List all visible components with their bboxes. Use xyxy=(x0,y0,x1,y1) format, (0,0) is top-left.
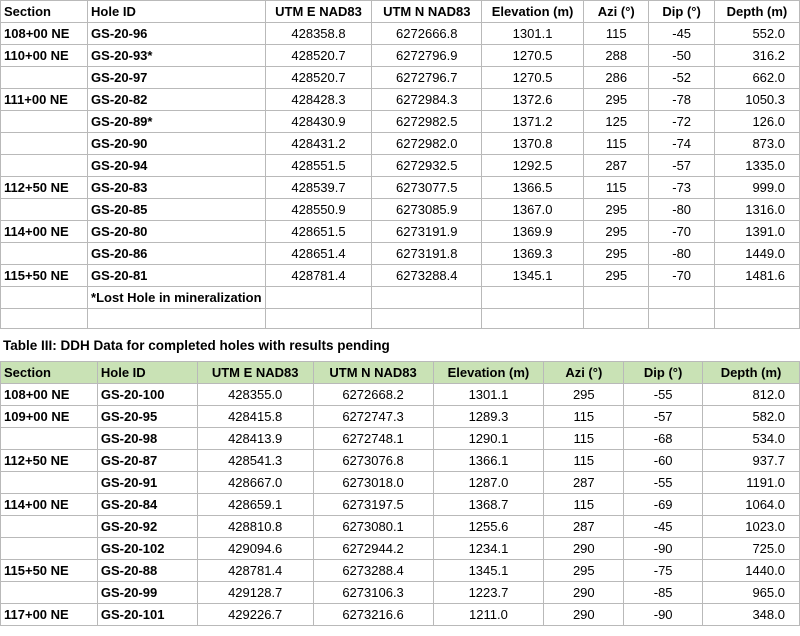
cell-elevation: 1372.6 xyxy=(482,89,584,111)
cell-dip: -69 xyxy=(624,494,703,516)
cell-utm-e: 428651.4 xyxy=(265,243,372,265)
cell-utm-n: 6272982.5 xyxy=(372,111,482,133)
cell-depth: 1191.0 xyxy=(703,472,800,494)
table-row xyxy=(1,428,800,450)
empty-cell xyxy=(482,309,584,329)
cell-depth: 316.2 xyxy=(714,45,799,67)
cell-utm-n: 6273077.5 xyxy=(372,177,482,199)
cell-dip: -55 xyxy=(624,472,703,494)
cell-dip: -74 xyxy=(649,133,714,155)
column-header-utm-e: UTM E NAD83 xyxy=(197,362,313,384)
header-row xyxy=(1,1,800,23)
cell-utm-n: 6272747.3 xyxy=(313,406,433,428)
cell-hole-id: GS-20-84 xyxy=(97,494,197,516)
table-row xyxy=(1,265,800,287)
empty-cell xyxy=(372,309,482,329)
cell-utm-e: 428667.0 xyxy=(197,472,313,494)
column-header-elevation: Elevation (m) xyxy=(433,362,544,384)
cell-hole-id: GS-20-90 xyxy=(88,133,265,155)
cell-elevation: 1287.0 xyxy=(433,472,544,494)
cell-elevation: 1223.7 xyxy=(433,582,544,604)
cell-hole-id: GS-20-94 xyxy=(88,155,265,177)
table-row xyxy=(1,89,800,111)
cell-section xyxy=(1,472,98,494)
table-row xyxy=(1,45,800,67)
cell-section xyxy=(1,582,98,604)
cell-azimuth: 295 xyxy=(584,89,649,111)
cell-depth: 534.0 xyxy=(703,428,800,450)
table-row xyxy=(1,155,800,177)
cell-azimuth: 295 xyxy=(584,265,649,287)
cell-dip: -72 xyxy=(649,111,714,133)
cell-utm-e: 428430.9 xyxy=(265,111,372,133)
cell-elevation: 1345.1 xyxy=(433,560,544,582)
cell-section: 112+50 NE xyxy=(1,177,88,199)
cell-elevation: 1369.9 xyxy=(482,221,584,243)
cell-section xyxy=(1,133,88,155)
cell-azimuth: 287 xyxy=(544,516,624,538)
cell-azimuth: 295 xyxy=(544,560,624,582)
cell-hole-id: GS-20-96 xyxy=(88,23,265,45)
table-row xyxy=(1,494,800,516)
table-row xyxy=(1,516,800,538)
table-title: Table III: DDH Data for completed holes with results pending xyxy=(3,338,390,353)
cell-dip: -80 xyxy=(649,243,714,265)
cell-utm-n: 6272748.1 xyxy=(313,428,433,450)
column-header-utm-e: UTM E NAD83 xyxy=(265,1,372,23)
empty-cell xyxy=(372,287,482,309)
cell-section: 114+00 NE xyxy=(1,221,88,243)
cell-depth: 126.0 xyxy=(714,111,799,133)
cell-dip: -90 xyxy=(624,538,703,560)
cell-section xyxy=(1,428,98,450)
cell-elevation: 1369.3 xyxy=(482,243,584,265)
cell-utm-n: 6273288.4 xyxy=(313,560,433,582)
cell-depth: 1481.6 xyxy=(714,265,799,287)
cell-dip: -50 xyxy=(649,45,714,67)
cell-utm-e: 429128.7 xyxy=(197,582,313,604)
column-header-elevation: Elevation (m) xyxy=(482,1,584,23)
cell-section: 108+00 NE xyxy=(1,23,88,45)
cell-azimuth: 287 xyxy=(584,155,649,177)
cell-elevation: 1301.1 xyxy=(433,384,544,406)
table-row xyxy=(1,450,800,472)
cell-hole-id: GS-20-100 xyxy=(97,384,197,406)
empty-cell xyxy=(714,287,799,309)
table-row xyxy=(1,177,800,199)
cell-depth: 1391.0 xyxy=(714,221,799,243)
column-header-azimuth: Azi (°) xyxy=(584,1,649,23)
table-row xyxy=(1,538,800,560)
cell-utm-e: 428520.7 xyxy=(265,45,372,67)
cell-utm-e: 428415.8 xyxy=(197,406,313,428)
cell-hole-id: GS-20-86 xyxy=(88,243,265,265)
cell-hole-id: GS-20-99 xyxy=(97,582,197,604)
table-row xyxy=(1,406,800,428)
cell-elevation: 1270.5 xyxy=(482,67,584,89)
cell-utm-n: 6272944.2 xyxy=(313,538,433,560)
cell-section: 111+00 NE xyxy=(1,89,88,111)
cell-utm-e: 428651.5 xyxy=(265,221,372,243)
cell-azimuth: 288 xyxy=(584,45,649,67)
cell-utm-n: 6273085.9 xyxy=(372,199,482,221)
column-header-hole-id: Hole ID xyxy=(97,362,197,384)
cell-depth: 348.0 xyxy=(703,604,800,626)
column-header-utm-n: UTM N NAD83 xyxy=(313,362,433,384)
cell-utm-e: 428659.1 xyxy=(197,494,313,516)
cell-section xyxy=(1,67,88,89)
cell-azimuth: 295 xyxy=(584,199,649,221)
cell-hole-id: GS-20-102 xyxy=(97,538,197,560)
cell-utm-e: 428428.3 xyxy=(265,89,372,111)
cell-hole-id: GS-20-89* xyxy=(88,111,265,133)
empty-cell xyxy=(88,309,265,329)
cell-dip: -90 xyxy=(624,604,703,626)
cell-depth: 812.0 xyxy=(703,384,800,406)
cell-depth: 1449.0 xyxy=(714,243,799,265)
cell-dip: -78 xyxy=(649,89,714,111)
cell-dip: -73 xyxy=(649,177,714,199)
cell-dip: -60 xyxy=(624,450,703,472)
footnote-row xyxy=(1,287,800,309)
cell-dip: -55 xyxy=(624,384,703,406)
cell-elevation: 1234.1 xyxy=(433,538,544,560)
cell-azimuth: 290 xyxy=(544,604,624,626)
cell-section xyxy=(1,199,88,221)
empty-cell xyxy=(265,309,372,329)
cell-depth: 1064.0 xyxy=(703,494,800,516)
cell-dip: -52 xyxy=(649,67,714,89)
cell-utm-n: 6272796.7 xyxy=(372,67,482,89)
cell-utm-n: 6273080.1 xyxy=(313,516,433,538)
cell-dip: -57 xyxy=(649,155,714,177)
column-header-depth: Depth (m) xyxy=(714,1,799,23)
cell-azimuth: 290 xyxy=(544,582,624,604)
cell-section: 110+00 NE xyxy=(1,45,88,67)
cell-depth: 1050.3 xyxy=(714,89,799,111)
cell-elevation: 1371.2 xyxy=(482,111,584,133)
cell-depth: 582.0 xyxy=(703,406,800,428)
cell-utm-n: 6272932.5 xyxy=(372,155,482,177)
cell-depth: 552.0 xyxy=(714,23,799,45)
cell-section: 112+50 NE xyxy=(1,450,98,472)
cell-depth: 965.0 xyxy=(703,582,800,604)
cell-azimuth: 295 xyxy=(584,221,649,243)
cell-azimuth: 115 xyxy=(544,406,624,428)
cell-dip: -85 xyxy=(624,582,703,604)
table-row xyxy=(1,133,800,155)
cell-elevation: 1289.3 xyxy=(433,406,544,428)
cell-hole-id: GS-20-91 xyxy=(97,472,197,494)
cell-utm-n: 6272796.9 xyxy=(372,45,482,67)
column-header-utm-n: UTM N NAD83 xyxy=(372,1,482,23)
cell-depth: 999.0 xyxy=(714,177,799,199)
cell-utm-e: 429226.7 xyxy=(197,604,313,626)
cell-section: 108+00 NE xyxy=(1,384,98,406)
table-row xyxy=(1,560,800,582)
cell-utm-n: 6272984.3 xyxy=(372,89,482,111)
cell-utm-n: 6273197.5 xyxy=(313,494,433,516)
cell-hole-id: GS-20-88 xyxy=(97,560,197,582)
cell-azimuth: 115 xyxy=(544,494,624,516)
cell-utm-n: 6273191.8 xyxy=(372,243,482,265)
cell-utm-e: 428520.7 xyxy=(265,67,372,89)
cell-utm-n: 6272668.2 xyxy=(313,384,433,406)
table-row xyxy=(1,604,800,626)
cell-azimuth: 115 xyxy=(544,450,624,472)
table-row xyxy=(1,111,800,133)
cell-utm-n: 6272666.8 xyxy=(372,23,482,45)
cell-hole-id: GS-20-95 xyxy=(97,406,197,428)
cell-dip: -45 xyxy=(649,23,714,45)
cell-azimuth: 295 xyxy=(584,243,649,265)
table-row xyxy=(1,221,800,243)
cell-hole-id: GS-20-93* xyxy=(88,45,265,67)
cell-hole-id: GS-20-101 xyxy=(97,604,197,626)
cell-utm-n: 6273106.3 xyxy=(313,582,433,604)
spacer-row xyxy=(1,309,800,329)
cell-utm-e: 428551.5 xyxy=(265,155,372,177)
empty-cell xyxy=(265,287,372,309)
table-row xyxy=(1,67,800,89)
cell-azimuth: 286 xyxy=(584,67,649,89)
cell-utm-e: 428355.0 xyxy=(197,384,313,406)
cell-utm-e: 428539.7 xyxy=(265,177,372,199)
cell-elevation: 1367.0 xyxy=(482,199,584,221)
column-header-depth: Depth (m) xyxy=(703,362,800,384)
cell-elevation: 1366.1 xyxy=(433,450,544,472)
column-header-azimuth: Azi (°) xyxy=(544,362,624,384)
cell-utm-n: 6273076.8 xyxy=(313,450,433,472)
cell-utm-e: 428541.3 xyxy=(197,450,313,472)
cell-azimuth: 115 xyxy=(584,177,649,199)
empty-cell xyxy=(714,309,799,329)
cell-depth: 1023.0 xyxy=(703,516,800,538)
cell-section: 114+00 NE xyxy=(1,494,98,516)
column-header-dip: Dip (°) xyxy=(624,362,703,384)
cell-section xyxy=(1,111,88,133)
cell-utm-n: 6273288.4 xyxy=(372,265,482,287)
cell-azimuth: 125 xyxy=(584,111,649,133)
cell-utm-e: 428431.2 xyxy=(265,133,372,155)
cell-elevation: 1292.5 xyxy=(482,155,584,177)
cell-hole-id: GS-20-81 xyxy=(88,265,265,287)
cell-utm-e: 428781.4 xyxy=(265,265,372,287)
cell-depth: 662.0 xyxy=(714,67,799,89)
empty-cell xyxy=(1,287,88,309)
cell-section xyxy=(1,538,98,560)
cell-utm-n: 6273216.6 xyxy=(313,604,433,626)
cell-elevation: 1368.7 xyxy=(433,494,544,516)
header-row xyxy=(1,362,800,384)
footnote-lost-hole: *Lost Hole in mineralization xyxy=(88,287,265,309)
cell-hole-id: GS-20-97 xyxy=(88,67,265,89)
cell-dip: -70 xyxy=(649,265,714,287)
cell-utm-n: 6272982.0 xyxy=(372,133,482,155)
cell-dip: -80 xyxy=(649,199,714,221)
column-header-dip: Dip (°) xyxy=(649,1,714,23)
cell-hole-id: GS-20-85 xyxy=(88,199,265,221)
cell-azimuth: 115 xyxy=(544,428,624,450)
cell-hole-id: GS-20-80 xyxy=(88,221,265,243)
empty-cell xyxy=(584,309,649,329)
cell-dip: -70 xyxy=(649,221,714,243)
cell-dip: -57 xyxy=(624,406,703,428)
cell-elevation: 1211.0 xyxy=(433,604,544,626)
table-row xyxy=(1,243,800,265)
ddh-table-results-pending xyxy=(0,361,800,626)
cell-depth: 1335.0 xyxy=(714,155,799,177)
empty-cell xyxy=(482,287,584,309)
cell-hole-id: GS-20-98 xyxy=(97,428,197,450)
cell-depth: 873.0 xyxy=(714,133,799,155)
cell-elevation: 1366.5 xyxy=(482,177,584,199)
table-row xyxy=(1,582,800,604)
cell-section xyxy=(1,155,88,177)
cell-utm-n: 6273191.9 xyxy=(372,221,482,243)
table-row xyxy=(1,384,800,406)
cell-utm-e: 428550.9 xyxy=(265,199,372,221)
cell-utm-e: 428413.9 xyxy=(197,428,313,450)
column-header-hole-id: Hole ID xyxy=(88,1,265,23)
cell-hole-id: GS-20-83 xyxy=(88,177,265,199)
cell-section: 109+00 NE xyxy=(1,406,98,428)
cell-section: 115+50 NE xyxy=(1,265,88,287)
cell-depth: 1316.0 xyxy=(714,199,799,221)
cell-elevation: 1345.1 xyxy=(482,265,584,287)
cell-hole-id: GS-20-92 xyxy=(97,516,197,538)
column-header-section: Section xyxy=(1,362,98,384)
table-row xyxy=(1,199,800,221)
cell-section xyxy=(1,243,88,265)
cell-depth: 937.7 xyxy=(703,450,800,472)
cell-section: 117+00 NE xyxy=(1,604,98,626)
cell-elevation: 1370.8 xyxy=(482,133,584,155)
cell-section: 115+50 NE xyxy=(1,560,98,582)
cell-utm-e: 429094.6 xyxy=(197,538,313,560)
cell-dip: -68 xyxy=(624,428,703,450)
cell-elevation: 1255.6 xyxy=(433,516,544,538)
cell-dip: -75 xyxy=(624,560,703,582)
table-row xyxy=(1,472,800,494)
empty-cell xyxy=(649,309,714,329)
cell-azimuth: 295 xyxy=(544,384,624,406)
column-header-section: Section xyxy=(1,1,88,23)
cell-elevation: 1301.1 xyxy=(482,23,584,45)
cell-section xyxy=(1,516,98,538)
cell-azimuth: 115 xyxy=(584,23,649,45)
cell-utm-e: 428781.4 xyxy=(197,560,313,582)
cell-hole-id: GS-20-87 xyxy=(97,450,197,472)
cell-azimuth: 287 xyxy=(544,472,624,494)
cell-dip: -45 xyxy=(624,516,703,538)
cell-elevation: 1290.1 xyxy=(433,428,544,450)
empty-cell xyxy=(649,287,714,309)
cell-elevation: 1270.5 xyxy=(482,45,584,67)
cell-utm-n: 6273018.0 xyxy=(313,472,433,494)
cell-azimuth: 290 xyxy=(544,538,624,560)
cell-depth: 1440.0 xyxy=(703,560,800,582)
cell-hole-id: GS-20-82 xyxy=(88,89,265,111)
cell-azimuth: 115 xyxy=(584,133,649,155)
cell-utm-e: 428358.8 xyxy=(265,23,372,45)
empty-cell xyxy=(1,309,88,329)
cell-utm-e: 428810.8 xyxy=(197,516,313,538)
cell-depth: 725.0 xyxy=(703,538,800,560)
empty-cell xyxy=(584,287,649,309)
table-row xyxy=(1,23,800,45)
